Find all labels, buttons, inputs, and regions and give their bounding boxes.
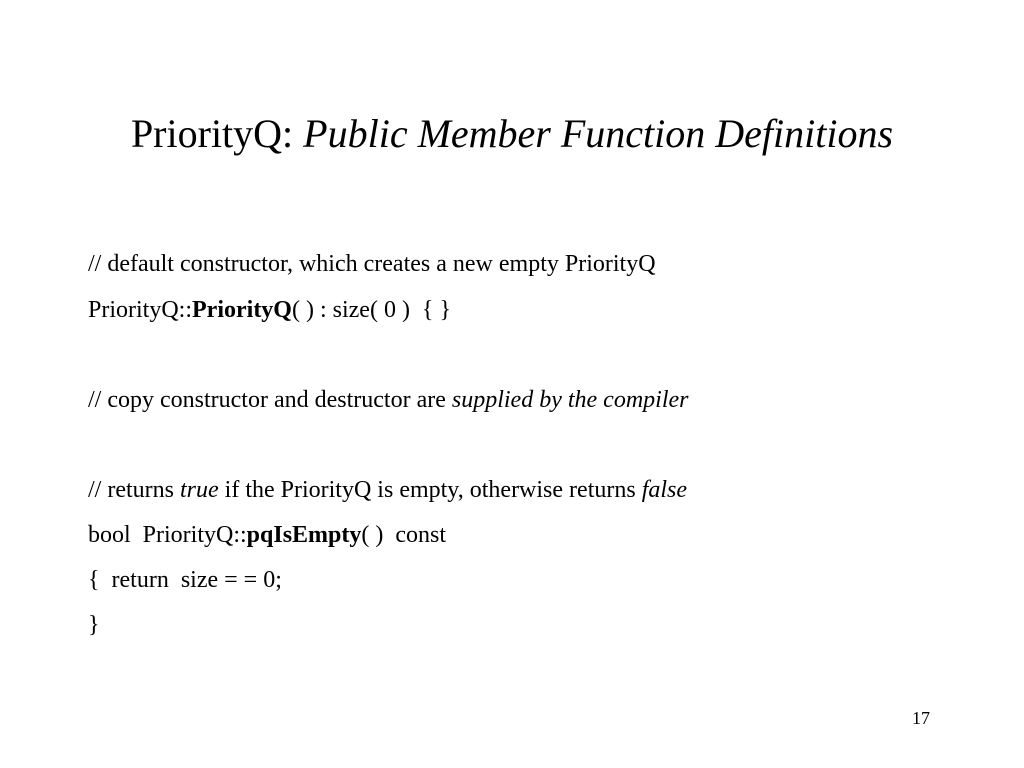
comment-returns-prefix: // returns (88, 477, 180, 503)
page-number: 17 (912, 708, 930, 728)
constructor-name: PriorityQ (192, 297, 292, 323)
method-body-text: { return size = = 0; (88, 567, 282, 593)
title-prefix: PriorityQ: (130, 111, 304, 156)
comment-returns (88, 474, 687, 506)
method-closing-brace (88, 609, 100, 641)
comment-default-constructor-text: // default constructor, which creates a new empty PriorityQ (88, 251, 656, 277)
method-body (88, 564, 282, 596)
closing-brace-text: } (88, 612, 100, 638)
method-prefix: bool PriorityQ:: (88, 522, 247, 548)
comment-copy-constructor (88, 384, 689, 416)
slide-title (0, 108, 1024, 160)
title-italic: Public Member Function Definitions (303, 111, 894, 156)
comment-returns-true: true (179, 477, 219, 503)
constructor-definition (88, 294, 451, 326)
method-name: pqIsEmpty (246, 522, 362, 548)
comment-default-constructor (88, 248, 656, 280)
comment-copy-prefix: // copy constructor and destructor are (88, 387, 452, 413)
comment-returns-mid: if the PriorityQ is empty, otherwise returns (218, 477, 642, 503)
constructor-rest: ( ) : size( 0 ) { } (291, 297, 451, 323)
method-rest: ( ) const (361, 522, 447, 548)
comment-returns-false: false (641, 477, 688, 503)
method-signature (88, 519, 446, 551)
constructor-scope: PriorityQ:: (88, 297, 193, 323)
comment-copy-italic: supplied by the compiler (451, 387, 689, 413)
